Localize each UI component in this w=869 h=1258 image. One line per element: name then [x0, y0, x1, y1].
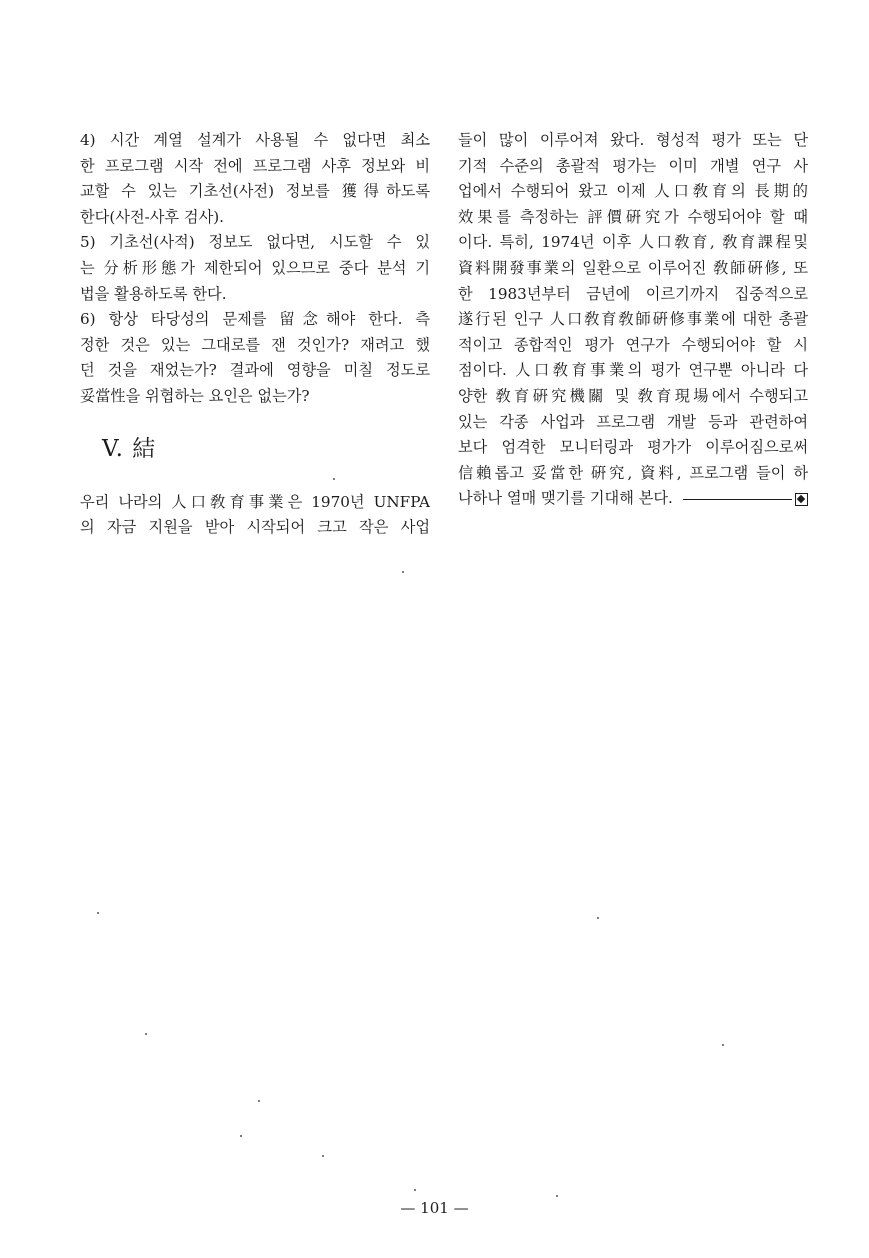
text-line: 5) 기초선(사적) 정보도 없다면, 시도할 수 있: [80, 233, 430, 252]
page-number: — 101 —: [400, 1199, 469, 1217]
scan-speck: [597, 917, 599, 919]
text-line: 던 것을 재었는가? 결과에 영향을 미칠 정도로: [80, 361, 430, 380]
text-line: 들이 많이 이루어져 왔다. 형성적 평가 또는 단: [458, 131, 808, 149]
text-line: 4) 시간 계열 설계가 사용될 수 없다면 최소: [80, 131, 430, 149]
text-line: 한 1983년부터 금년에 이르기까지 집중적으로: [458, 284, 808, 303]
text-line: 한 프로그램 시작 전에 프로그램 사후 정보와 비: [80, 156, 430, 175]
closing-rule: [683, 499, 792, 500]
text-line: 資料開發事業의 일환으로 이루어진 敎師硏修, 또: [458, 258, 808, 277]
scan-speck: [322, 1155, 324, 1157]
text-line: 양한 敎育硏究機關 및 敎育現場에서 수행되고: [458, 386, 808, 405]
text-line: 效果를 측정하는 評價硏究가 수행되어야 할 때: [458, 207, 808, 226]
text-line: 妥當性을 위협하는 요인은 없는가?: [80, 386, 310, 405]
text-line: 이다. 특히, 1974년 이후 人口敎育, 敎育課程및: [458, 233, 808, 252]
scan-speck: [722, 1044, 724, 1046]
text-line: 기적 수준의 총괄적 평가는 이미 개별 연구 사: [458, 156, 808, 175]
text-line: 는 分析形態가 제한되어 있으므로 중다 분석 기: [80, 258, 430, 277]
text-line: 있는 각종 사업과 프로그램 개발 등과 관련하여: [458, 412, 808, 431]
left-column: [80, 128, 430, 541]
text-line: 우리 나라의 人口敎育事業은 1970년 UNFPA: [80, 492, 430, 511]
scan-speck: [145, 1033, 147, 1035]
scan-speck: [97, 912, 99, 914]
text-line: 법을 활용하도록 한다.: [80, 284, 227, 303]
text-line: 6) 항상 타당성의 문제를 留念해야 한다. 측: [80, 310, 430, 329]
scan-speck: [240, 1135, 242, 1137]
closing-line: [458, 486, 808, 512]
text-line: 의 자금 지원을 받아 시작되어 크고 작은 사업: [80, 518, 430, 537]
closing-text: 나하나 열매 맺기를 기대해 본다.: [458, 489, 673, 508]
text-line: 교할 수 있는 기초선(사전) 정보를 獲得하도록: [80, 182, 430, 201]
text-line: 정한 것은 있는 그대로를 잰 것인가? 재려고 했: [80, 335, 430, 354]
end-mark-icon: [795, 493, 808, 506]
text-line: 信賴롭고 妥當한 硏究, 資料, 프로그램 들이 하: [458, 463, 808, 482]
scan-speck: [258, 1100, 260, 1102]
scan-speck: [556, 1195, 558, 1197]
scan-speck: [333, 478, 335, 480]
text-line: 遂行된 인구 人口敎育敎師硏修事業에 대한 총괄: [458, 310, 808, 329]
text-line: 보다 엄격한 모니터링과 평가가 이루어짐으로써: [458, 438, 808, 457]
scan-speck: [402, 571, 404, 573]
right-column: [458, 128, 808, 512]
text-line: 한다(사전-사후 검사).: [80, 207, 225, 226]
scan-speck: [414, 1189, 416, 1191]
text-line: 적이고 종합적인 평가 연구가 수행되어야 할 시: [458, 335, 808, 354]
text-line: 점이다. 人口敎育事業의 평가 연구뿐 아니라 다: [458, 361, 808, 380]
text-line: 업에서 수행되어 왔고 이제 人口敎育의 長期的: [458, 182, 808, 201]
section-heading: V. 結: [102, 435, 157, 462]
